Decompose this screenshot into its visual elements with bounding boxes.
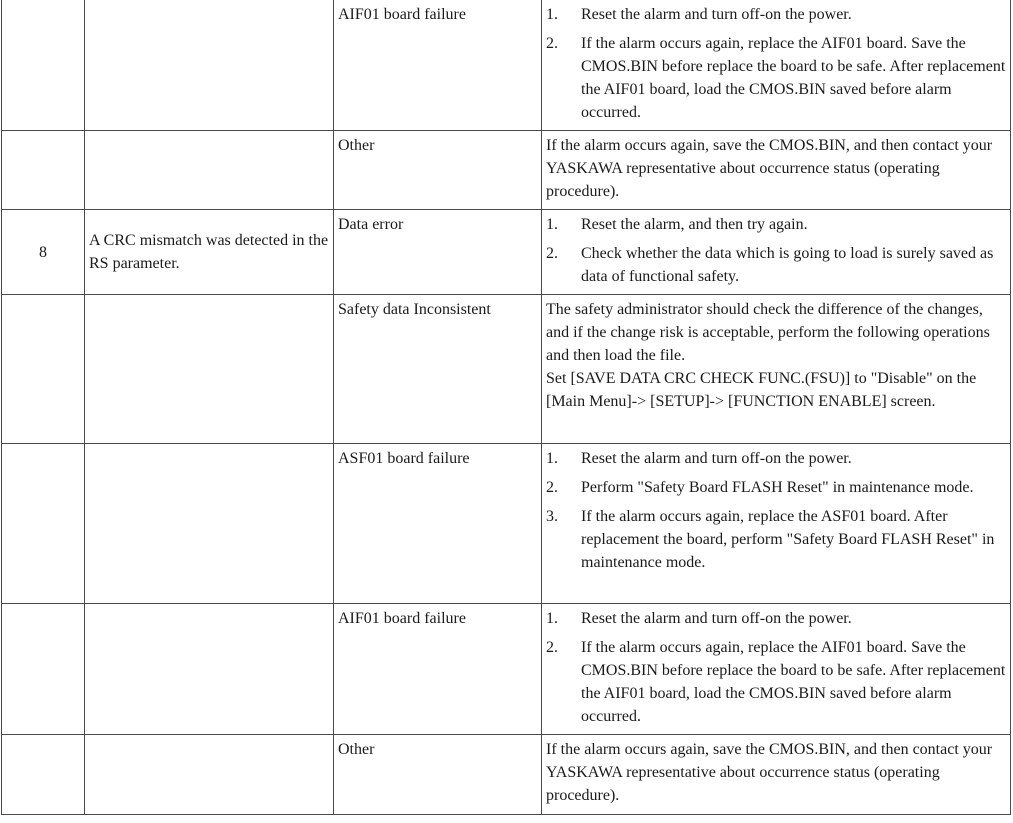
step-number: 1. <box>546 216 558 233</box>
step-text: If the alarm occurs again, replace the AIF01 board. Save the CMOS.BIN before replace the board to be safe. After replacement the AIF01 board, load the CMOS.BIN saved before alarm occurred. <box>581 35 1006 121</box>
remedy-step <box>546 3 1006 26</box>
alarm-detail-cell: Safety data Inconsistent <box>334 295 542 444</box>
step-number: 2. <box>546 479 558 496</box>
alarm-content-cell <box>85 131 334 210</box>
alarm-number-cell <box>2 604 85 735</box>
alarm-content-cell: A CRC mismatch was detected in the RS parameter. <box>85 210 334 295</box>
alarm-number-cell <box>2 0 85 131</box>
alarm-number-cell <box>2 444 85 604</box>
step-number: 1. <box>546 450 558 467</box>
alarm-detail-cell: AIF01 board failure <box>334 0 542 131</box>
remedy-step <box>546 476 1006 499</box>
step-text: Reset the alarm and turn off-on the power. <box>581 6 852 23</box>
step-number: 1. <box>546 610 558 627</box>
alarm-remedy-table-body <box>2 0 1011 815</box>
remedy-cell <box>542 735 1011 815</box>
table-row <box>2 0 1011 131</box>
step-text: Perform "Safety Board FLASH Reset" in maintenance mode. <box>581 479 974 496</box>
remedy-cell <box>542 604 1011 735</box>
remedy-text: The safety administrator should check the difference of the changes, and if the change risk is acceptable, perform the following operations and then load the file. Set [SAVE DATA CRC CHECK FUNC.(FSU)] to "Disable" on the [Main Menu]-> [SETUP]-> [FUNCTION ENABLE] screen. <box>546 301 990 410</box>
step-number: 2. <box>546 245 558 262</box>
alarm-detail-cell: Other <box>334 131 542 210</box>
step-number: 3. <box>546 508 558 525</box>
remedy-step <box>546 607 1006 630</box>
step-text: Reset the alarm, and then try again. <box>581 216 808 233</box>
remedy-text: If the alarm occurs again, save the CMOS.BIN, and then contact your YASKAWA representative about occurrence status (operating procedure). <box>546 741 993 804</box>
step-text: If the alarm occurs again, replace the AIF01 board. Save the CMOS.BIN before replace the board to be safe. After replacement the AIF01 board, load the CMOS.BIN saved before alarm occurred. <box>581 639 1006 725</box>
remedy-cell <box>542 295 1011 444</box>
remedy-cell <box>542 210 1011 295</box>
alarm-content-cell <box>85 735 334 815</box>
table-row <box>2 444 1011 604</box>
remedy-step <box>546 505 1006 574</box>
alarm-content-cell <box>85 0 334 131</box>
alarm-detail-cell: Other <box>334 735 542 815</box>
alarm-content-cell <box>85 295 334 444</box>
alarm-number-cell: 8 <box>2 210 85 295</box>
alarm-detail-cell: AIF01 board failure <box>334 604 542 735</box>
alarm-remedy-table <box>1 0 1011 815</box>
remedy-cell <box>542 131 1011 210</box>
remedy-cell <box>542 0 1011 131</box>
table-row <box>2 604 1011 735</box>
step-number: 2. <box>546 35 558 52</box>
alarm-number-cell <box>2 295 85 444</box>
remedy-step <box>546 636 1006 728</box>
alarm-content-cell <box>85 444 334 604</box>
step-text: If the alarm occurs again, replace the ASF01 board. After replacement the board, perform "Safety Board FLASH Reset" in maintenance mode. <box>581 508 995 571</box>
step-text: Check whether the data which is going to load is surely saved as data of functional safety. <box>581 245 994 285</box>
step-number: 1. <box>546 6 558 23</box>
table-row <box>2 735 1011 815</box>
table-row <box>2 210 1011 295</box>
remedy-text: If the alarm occurs again, save the CMOS.BIN, and then contact your YASKAWA representative about occurrence status (operating procedure). <box>546 137 993 200</box>
alarm-detail-cell: ASF01 board failure <box>334 444 542 604</box>
remedy-step <box>546 32 1006 124</box>
step-text: Reset the alarm and turn off-on the power. <box>581 610 852 627</box>
remedy-step <box>546 213 1006 236</box>
alarm-detail-cell: Data error <box>334 210 542 295</box>
alarm-number-cell <box>2 131 85 210</box>
alarm-number-cell <box>2 735 85 815</box>
remedy-step <box>546 242 1006 288</box>
table-row <box>2 131 1011 210</box>
step-number: 2. <box>546 639 558 656</box>
alarm-content-cell <box>85 604 334 735</box>
remedy-step <box>546 447 1006 470</box>
step-text: Reset the alarm and turn off-on the power. <box>581 450 852 467</box>
remedy-cell <box>542 444 1011 604</box>
table-row <box>2 295 1011 444</box>
